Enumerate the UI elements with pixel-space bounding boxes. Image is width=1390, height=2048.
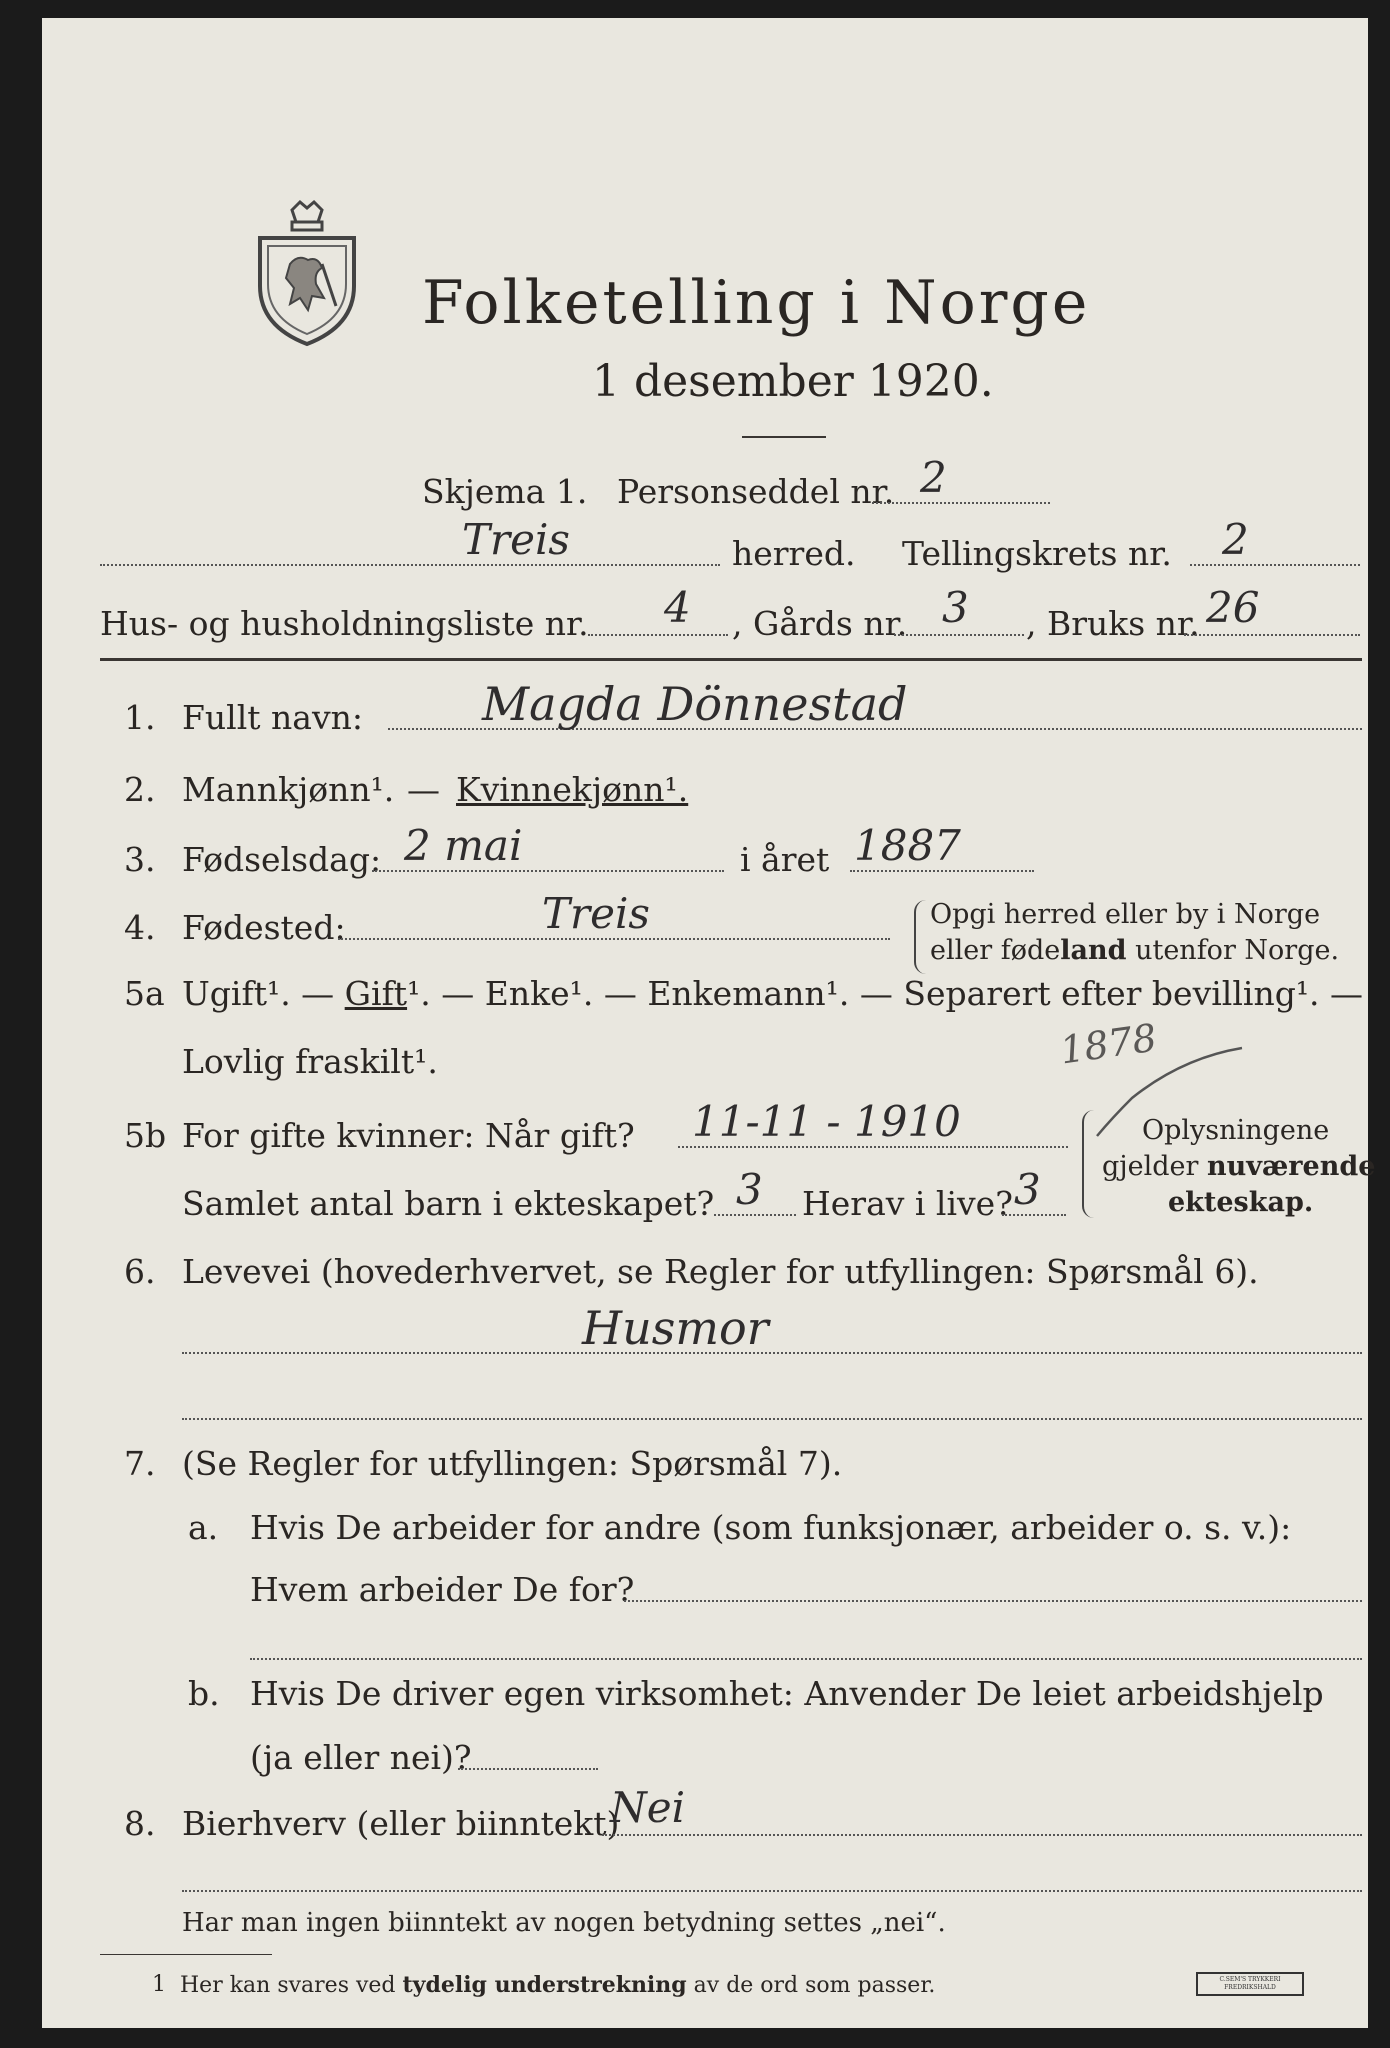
full-name-value: Magda Dönnestad <box>482 677 908 731</box>
q7b-question: (ja eller nei)? <box>250 1738 472 1777</box>
marriage-date-value: 11-11 - 1910 <box>692 1097 961 1146</box>
q4-note-2: eller fødeland utenfor Norge. <box>930 935 1340 966</box>
bruks-label: , Bruks nr. <box>1026 604 1200 643</box>
birthplace-value: Treis <box>542 889 650 938</box>
q7b-number: b. <box>188 1674 220 1713</box>
hus-label: Hus- og husholdningsliste nr. <box>100 604 589 643</box>
printer-stamp <box>1196 1972 1304 1996</box>
q5b-note-2: gjelder nuværende <box>1102 1151 1376 1182</box>
male-option: Mannkjønn¹. <box>182 770 395 809</box>
q7-label: (Se Regler for utfyllingen: Spørsmål 7). <box>182 1444 843 1483</box>
birthday-value: 2 mai <box>404 821 523 870</box>
schema-label: Skjema 1. <box>422 472 588 511</box>
q4-note-1: Opgi herred eller by i Norge <box>930 899 1321 930</box>
herred-value: Treis <box>462 515 570 564</box>
married-option: Gift <box>344 974 408 1013</box>
children-label: Samlet antal barn i ekteskapet? <box>182 1184 715 1223</box>
personseddel-label: Personseddel nr. <box>617 472 895 511</box>
q7a-number: a. <box>188 1508 219 1547</box>
tellingskrets-label: Tellingskrets nr. <box>902 534 1172 573</box>
personseddel-value: 2 <box>920 453 947 502</box>
hus-value: 4 <box>664 583 691 632</box>
footnote-text: Her kan svares ved tydelig understrekning av de ord som passer. <box>180 1972 936 1998</box>
q5b-number: 5b <box>124 1116 167 1155</box>
q7a-text: Hvis De arbeider for andre (som funksjonær, arbeider o. s. v.): <box>250 1508 1292 1547</box>
q2-dash: — <box>407 770 440 809</box>
q5b-note-1: Oplysningene <box>1142 1115 1330 1146</box>
form-title: Folketelling i Norge <box>422 268 1091 338</box>
q4-label: Fødested: <box>182 908 346 947</box>
alive-value: 3 <box>1014 1165 1041 1214</box>
printer-stamp-line-2: FREDRIKSHALD <box>1224 1984 1276 1991</box>
q1-label: Fullt navn: <box>182 698 363 737</box>
q1-number: 1. <box>124 698 156 737</box>
q8-number: 8. <box>124 1804 156 1843</box>
q6-number: 6. <box>124 1252 156 1291</box>
q4-number: 4. <box>124 908 156 947</box>
marital-status-options: Ugift¹. — Gift¹. — Enke¹. — Enkemann¹. — Separert efter bevilling¹. — <box>182 974 1364 1013</box>
q7b-text: Hvis De driver egen virksomhet: Anvender De leiet arbeidshjelp <box>250 1674 1324 1713</box>
children-value: 3 <box>736 1165 763 1214</box>
alive-label: Herav i live? <box>802 1184 1013 1223</box>
footnote-mark: 1 <box>152 1972 166 1997</box>
herred-label: herred. <box>732 534 856 573</box>
census-date: 1 desember 1920. <box>592 356 994 407</box>
census-form <box>42 18 1376 2028</box>
q6-label: Levevei (hovederhvervet, se Regler for utfyllingen: Spørsmål 6). <box>182 1252 1259 1291</box>
q5b-label: For gifte kvinner: Når gift? <box>182 1116 635 1155</box>
q5b-note-3: ekteskap. <box>1168 1187 1314 1218</box>
q5a-number: 5a <box>124 974 165 1013</box>
divorced-option: Lovlig fraskilt¹. <box>182 1042 438 1081</box>
q7a-question: Hvem arbeider De for? <box>250 1570 635 1609</box>
q3-number: 3. <box>124 840 156 879</box>
q3-label: Fødselsdag: <box>182 840 382 879</box>
occupation-value: Husmor <box>582 1301 769 1355</box>
year-label: i året <box>740 840 830 879</box>
margin-annotation: 1878 <box>1057 1015 1160 1073</box>
q8-note: Har man ingen biinntekt av nogen betydning settes „nei“. <box>182 1908 946 1938</box>
footnote-rule <box>100 1954 272 1955</box>
tellingskrets-value: 2 <box>1222 515 1249 564</box>
side-income-value: Nei <box>610 1783 686 1832</box>
female-option: Kvinnekjønn¹. <box>456 770 689 809</box>
birth-year-value: 1887 <box>854 821 961 870</box>
q2-number: 2. <box>124 770 156 809</box>
bruks-value: 26 <box>1206 583 1260 632</box>
coat-of-arms-icon <box>252 198 362 348</box>
q7-number: 7. <box>124 1444 156 1483</box>
printer-stamp-line-1: C.SEM'S TRYKKERI <box>1219 1976 1281 1983</box>
header-rule <box>100 658 1362 661</box>
title-divider <box>742 436 826 438</box>
gards-value: 3 <box>942 583 969 632</box>
gards-label: , Gårds nr. <box>732 604 908 643</box>
q8-label: Bierhverv (eller biinntekt) <box>182 1804 620 1843</box>
